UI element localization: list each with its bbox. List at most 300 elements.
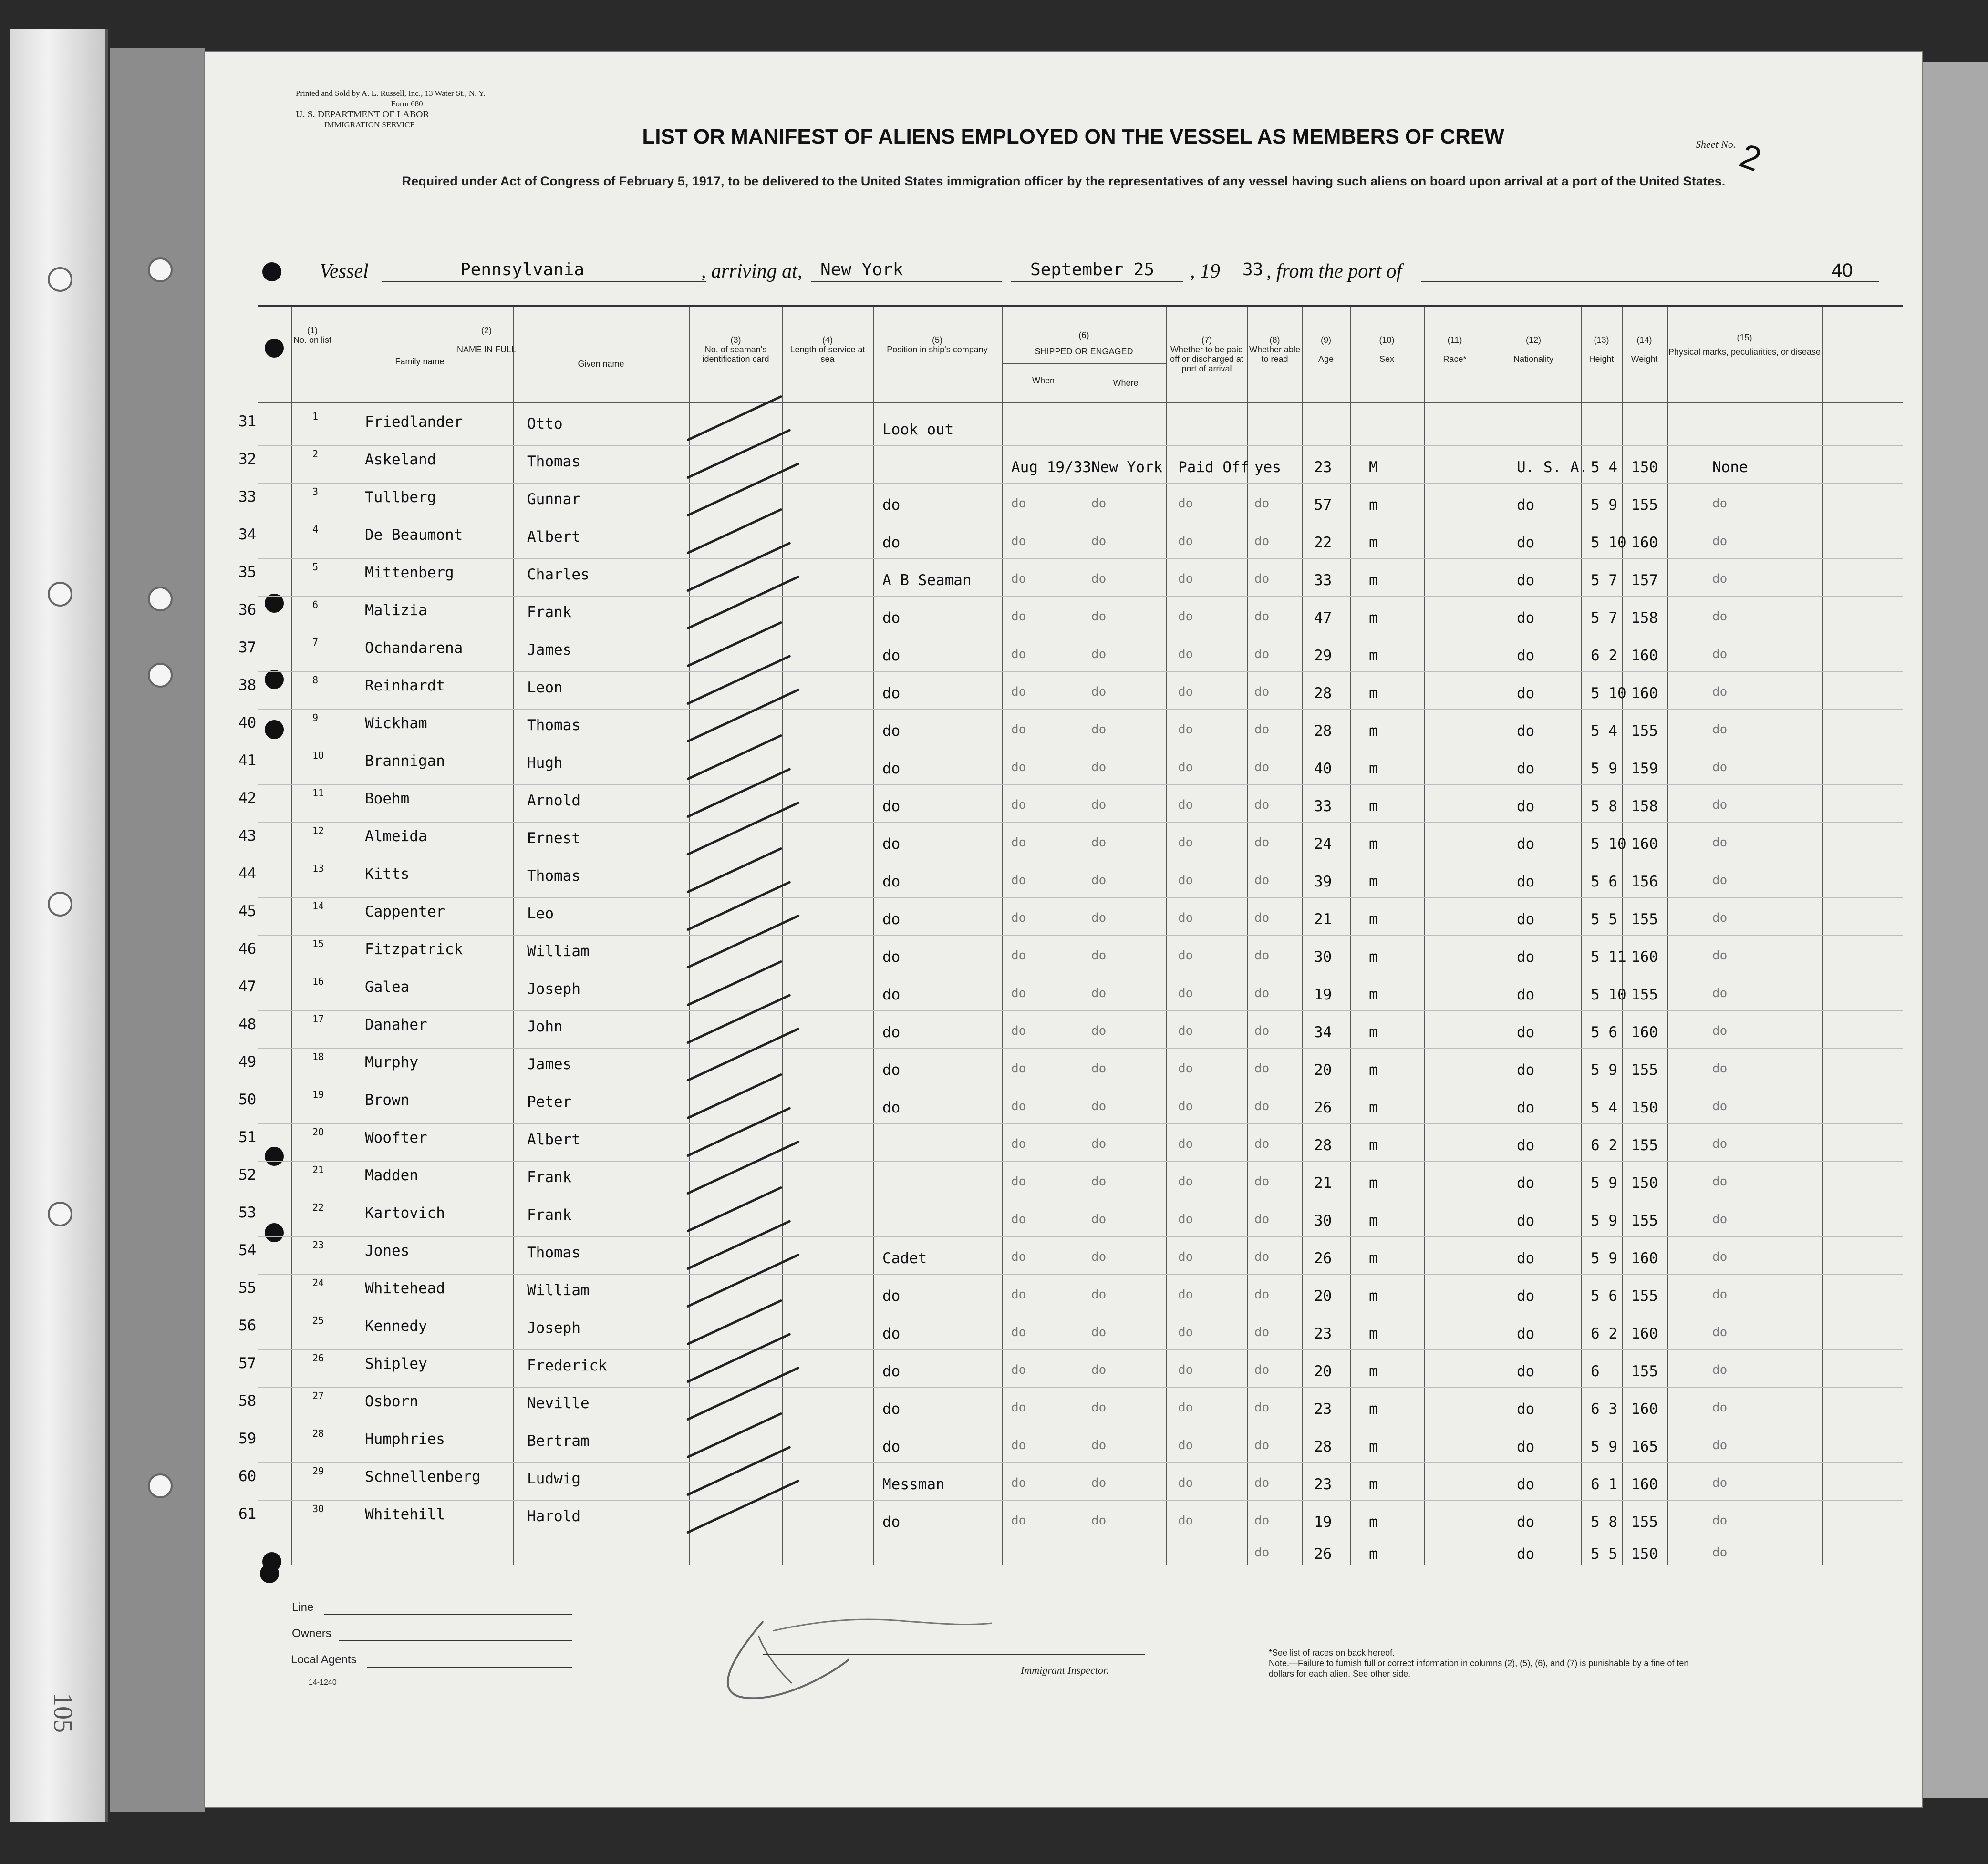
- cell-weight: 150: [1631, 1099, 1658, 1116]
- cell-height: 6 2: [1591, 1137, 1617, 1154]
- cell-line: 46: [238, 940, 257, 958]
- cell-nationality: do: [1517, 1212, 1535, 1229]
- cell-age: 29: [1314, 647, 1332, 664]
- cell-nationality: do: [1517, 1325, 1535, 1342]
- cell-no: 15: [312, 938, 324, 949]
- cell-weight: 160: [1631, 1250, 1658, 1267]
- cell-nationality: do: [1517, 1250, 1535, 1267]
- cell-marks: do: [1712, 835, 1728, 850]
- cell-given: Frank: [527, 1169, 572, 1186]
- cell-sex: m: [1369, 1061, 1378, 1079]
- cell-marks: do: [1712, 534, 1728, 548]
- cell-paid: do: [1178, 647, 1193, 661]
- cell-line: 59: [238, 1430, 257, 1447]
- cell-age: 40: [1314, 760, 1332, 777]
- cell-where: do: [1091, 1137, 1107, 1151]
- from-port-underline: [1421, 281, 1879, 282]
- col-divider: [1302, 307, 1303, 1565]
- cell-height: 6 1: [1591, 1476, 1617, 1493]
- cell-where: do: [1091, 948, 1107, 963]
- cell-marks: do: [1712, 1212, 1728, 1226]
- col5-number: (5): [932, 335, 942, 345]
- cell-line: 58: [238, 1392, 257, 1410]
- cell-given: John: [527, 1018, 563, 1035]
- col-divider: [1581, 307, 1582, 1565]
- department-name: U. S. DEPARTMENT OF LABOR: [296, 109, 429, 120]
- col3-header: [689, 335, 782, 364]
- cell-marks: do: [1712, 1024, 1728, 1038]
- cell-read: do: [1254, 873, 1270, 887]
- races-note: *See list of races on back hereof.: [1269, 1648, 1395, 1658]
- cell-position: do: [882, 1438, 901, 1455]
- cell-given: Frank: [527, 604, 572, 621]
- cell-no: 3: [312, 486, 319, 497]
- cell-marks: do: [1712, 647, 1728, 661]
- cell-given: Hugh: [527, 754, 563, 772]
- local-agents-label: Local Agents: [291, 1653, 357, 1666]
- cell-read: do: [1254, 534, 1270, 548]
- col15-header: [1667, 333, 1822, 357]
- cell-read: do: [1254, 1401, 1270, 1415]
- cell-weight: 160: [1631, 685, 1658, 702]
- punch-hole: [262, 262, 281, 281]
- cell-no: 1: [312, 411, 319, 422]
- cell-sex: m: [1369, 1401, 1378, 1418]
- cell-paid: do: [1178, 1024, 1193, 1038]
- col12-number: (12): [1525, 335, 1541, 345]
- check-mark: [686, 768, 791, 818]
- arriving-label: [701, 260, 803, 282]
- col3-number: (3): [730, 335, 741, 345]
- cell-marks: do: [1712, 722, 1728, 737]
- cell-sex: m: [1369, 1250, 1378, 1267]
- col4-number: (4): [822, 335, 833, 345]
- cell-sex: m: [1369, 1363, 1378, 1380]
- cell-marks: do: [1712, 1099, 1728, 1113]
- col4-header: [782, 335, 873, 364]
- col11-label: Race*: [1443, 354, 1467, 364]
- cell-family: Mittenberg: [365, 564, 454, 581]
- cell-paid: do: [1178, 572, 1193, 586]
- cell-given: Thomas: [527, 717, 580, 734]
- cell-no: 4: [312, 524, 319, 535]
- cell-paid: do: [1178, 1250, 1193, 1264]
- line-underline: [324, 1614, 572, 1615]
- col4-label: Length of service at sea: [790, 345, 865, 364]
- cell-position: A B Seaman: [882, 572, 972, 589]
- col6-label: SHIPPED OR ENGAGED: [1035, 347, 1133, 356]
- col1-header: [291, 326, 334, 345]
- cell-paid: do: [1178, 1287, 1193, 1302]
- agents-underline: [367, 1667, 572, 1668]
- cell-family: Schnellenberg: [365, 1468, 481, 1485]
- sheet-number-label: Sheet No.: [1696, 138, 1736, 150]
- cell-sex: m: [1369, 1325, 1378, 1342]
- cell-sex: m: [1369, 798, 1378, 815]
- cell-no: 17: [312, 1013, 324, 1025]
- cell-line: 40: [238, 714, 257, 731]
- cell-sex: m: [1369, 835, 1378, 853]
- cell-family: Osborn: [365, 1393, 418, 1410]
- table-row: [258, 1010, 1903, 1011]
- cell-paid: do: [1178, 1363, 1193, 1377]
- col15-number: (15): [1737, 333, 1752, 342]
- cell-when: do: [1011, 798, 1026, 812]
- cell-weight: 155: [1631, 1287, 1658, 1305]
- cell-weight: 158: [1631, 798, 1658, 815]
- cell-sex: m: [1369, 685, 1378, 702]
- cell-weight: 150: [1631, 1174, 1658, 1192]
- cell-sex: m: [1369, 572, 1378, 589]
- cell-position: Messman: [882, 1476, 945, 1493]
- cell-weight: 160: [1631, 534, 1658, 551]
- cell-height: 6 3: [1591, 1401, 1617, 1418]
- cell-age: 24: [1314, 835, 1332, 853]
- cell-height: 5 8: [1591, 798, 1617, 815]
- binder-strip: [10, 29, 108, 1822]
- check-mark: [686, 1446, 791, 1496]
- cell-height: 5 6: [1591, 1287, 1617, 1305]
- cell-paid: do: [1178, 760, 1193, 774]
- cell-age: 21: [1314, 1174, 1332, 1192]
- cell-line: 34: [238, 526, 257, 543]
- arriving-underline: [811, 281, 1002, 282]
- cell-nationality: do: [1517, 760, 1535, 777]
- cell-age: 26: [1314, 1099, 1332, 1116]
- cell-height: 6 2: [1591, 1325, 1617, 1342]
- cell-line: 51: [238, 1129, 257, 1146]
- col13-header: [1581, 335, 1622, 364]
- cell-read: do: [1254, 685, 1270, 699]
- cell-read: do: [1254, 1024, 1270, 1038]
- cell-line: 56: [238, 1317, 257, 1334]
- cell-family: Madden: [365, 1167, 418, 1184]
- cell-family: Fitzpatrick: [365, 941, 463, 958]
- cell-extra-nationality: do: [1517, 1545, 1535, 1563]
- cell-marks: do: [1712, 1287, 1728, 1302]
- cell-marks: do: [1712, 1250, 1728, 1264]
- cell-family: Cappenter: [365, 903, 445, 920]
- cell-read: yes: [1254, 459, 1281, 476]
- cell-height: 5 9: [1591, 1250, 1617, 1267]
- cell-nationality: do: [1517, 1287, 1535, 1305]
- cell-weight: 155: [1631, 496, 1658, 514]
- cell-paid: do: [1178, 609, 1193, 624]
- cell-sex: m: [1369, 1287, 1378, 1305]
- cell-where: New York: [1091, 459, 1163, 476]
- cell-position: do: [882, 948, 901, 966]
- cell-height: 5 7: [1591, 609, 1617, 627]
- cell-weight: 160: [1631, 1401, 1658, 1418]
- cell-weight: 155: [1631, 911, 1658, 928]
- cell-position: do: [882, 1363, 901, 1380]
- cell-sex: m: [1369, 911, 1378, 928]
- cell-age: 57: [1314, 496, 1332, 514]
- table-row: [258, 558, 1903, 559]
- table-row: [258, 671, 1903, 672]
- cell-line: 41: [238, 752, 257, 769]
- table-row: [258, 1462, 1903, 1463]
- cell-no: 6: [312, 599, 319, 610]
- cell-position: do: [882, 1061, 901, 1079]
- cell-weight: 150: [1631, 459, 1658, 476]
- cell-where: do: [1091, 1514, 1107, 1528]
- cell-read: do: [1254, 1099, 1270, 1113]
- cell-age: 28: [1314, 1438, 1332, 1455]
- cell-given: Albert: [527, 528, 580, 546]
- check-mark: [686, 508, 783, 555]
- cell-position: do: [882, 873, 901, 890]
- cell-read: do: [1254, 1476, 1270, 1490]
- cell-extra-weight: 150: [1631, 1545, 1658, 1563]
- check-mark: [686, 1299, 783, 1346]
- vessel-label-text: Vessel: [320, 260, 369, 282]
- cell-read: do: [1254, 1438, 1270, 1452]
- cell-height: 5 9: [1591, 1174, 1617, 1192]
- cell-sex: m: [1369, 1099, 1378, 1116]
- cell-age: 30: [1314, 1212, 1332, 1229]
- cell-marks: do: [1712, 1325, 1728, 1339]
- cell-when: do: [1011, 1212, 1026, 1226]
- cell-age: 28: [1314, 1137, 1332, 1154]
- cell-age: 30: [1314, 948, 1332, 966]
- cell-marks: do: [1712, 685, 1728, 699]
- cell-sex: m: [1369, 1212, 1378, 1229]
- table-row: [258, 1500, 1903, 1501]
- cell-age: 19: [1314, 986, 1332, 1003]
- form-number: Form 680: [391, 99, 423, 108]
- cell-nationality: do: [1517, 1476, 1535, 1493]
- check-mark: [686, 994, 791, 1044]
- cell-nationality: do: [1517, 609, 1535, 627]
- cell-height: 5 5: [1591, 911, 1617, 928]
- cell-line: 38: [238, 677, 257, 694]
- cell-no: 14: [312, 900, 324, 912]
- cell-position: do: [882, 1514, 901, 1531]
- cell-no: 22: [312, 1202, 324, 1213]
- cell-line: 55: [238, 1279, 257, 1297]
- cell-age: 19: [1314, 1514, 1332, 1531]
- cell-age: 21: [1314, 911, 1332, 928]
- cell-no: 12: [312, 825, 324, 836]
- manifest-table: [238, 305, 1903, 1565]
- cell-height: 5 4: [1591, 722, 1617, 740]
- year-prefix: [1190, 260, 1220, 282]
- cell-paid: do: [1178, 835, 1193, 850]
- inspector-underline: [763, 1654, 1145, 1655]
- cell-height: 5 10: [1591, 986, 1626, 1003]
- cell-family: Galea: [365, 978, 410, 996]
- cell-marks: None: [1712, 459, 1748, 476]
- check-mark: [686, 1412, 783, 1459]
- cell-where: do: [1091, 760, 1107, 774]
- col13-label: Height: [1589, 354, 1614, 364]
- cell-family: Whitehead: [365, 1280, 445, 1297]
- cell-height: 5 9: [1591, 1061, 1617, 1079]
- cell-nationality: do: [1517, 835, 1535, 853]
- arriving-label-text: , arriving at,: [701, 260, 803, 282]
- cell-no: 26: [312, 1352, 324, 1364]
- col12-label: Nationality: [1513, 354, 1554, 364]
- cell-read: do: [1254, 609, 1270, 624]
- cell-where: do: [1091, 1325, 1107, 1339]
- cell-sex: m: [1369, 647, 1378, 664]
- binder-ring-hole: [48, 892, 72, 917]
- table-row: [258, 822, 1903, 823]
- owners-underline: [339, 1640, 572, 1641]
- cell-nationality: do: [1517, 685, 1535, 702]
- cell-position: do: [882, 1099, 901, 1116]
- check-mark: [686, 429, 791, 479]
- cell-family: Boehm: [365, 790, 410, 807]
- cell-read: do: [1254, 986, 1270, 1000]
- col14-label: Weight: [1631, 354, 1658, 364]
- cell-age: 23: [1314, 1476, 1332, 1493]
- cell-where: do: [1091, 1250, 1107, 1264]
- cell-family: Malizia: [365, 602, 427, 619]
- cell-marks: do: [1712, 496, 1728, 511]
- cell-height: 5 11: [1591, 948, 1626, 966]
- cell-read: do: [1254, 911, 1270, 925]
- cell-read: do: [1254, 1137, 1270, 1151]
- cell-family: Almeida: [365, 828, 427, 845]
- cell-read: do: [1254, 948, 1270, 963]
- cell-sex: m: [1369, 1476, 1378, 1493]
- cell-no: 23: [312, 1239, 324, 1251]
- cell-when: do: [1011, 496, 1026, 511]
- col10-number: (10): [1379, 335, 1395, 345]
- cell-when: do: [1011, 1325, 1026, 1339]
- cell-sex: m: [1369, 760, 1378, 777]
- cell-when: do: [1011, 685, 1026, 699]
- check-mark: [686, 655, 791, 705]
- cell-weight: 155: [1631, 986, 1658, 1003]
- cell-paid: do: [1178, 1174, 1193, 1189]
- col-divider: [1622, 307, 1623, 1565]
- cell-age: 39: [1314, 873, 1332, 890]
- cell-family: Woofter: [365, 1129, 427, 1146]
- cell-when: do: [1011, 760, 1026, 774]
- cell-given: Albert: [527, 1131, 580, 1148]
- cell-given: Ernest: [527, 830, 580, 847]
- cell-position: do: [882, 1401, 901, 1418]
- cell-nationality: do: [1517, 1099, 1535, 1116]
- cell-no: 21: [312, 1164, 324, 1175]
- cell-line: 37: [238, 639, 257, 656]
- cell-line: 49: [238, 1053, 257, 1071]
- cell-age: 47: [1314, 609, 1332, 627]
- table-row: [258, 483, 1903, 484]
- cell-sex: m: [1369, 1137, 1378, 1154]
- arriving-port: New York: [820, 260, 903, 279]
- cell-age: 23: [1314, 1401, 1332, 1418]
- cell-read: do: [1254, 1363, 1270, 1377]
- cell-read: do: [1254, 1212, 1270, 1226]
- cell-where: do: [1091, 1099, 1107, 1113]
- table-row: [258, 784, 1903, 785]
- cell-nationality: do: [1517, 986, 1535, 1003]
- col-divider: [291, 307, 292, 1565]
- punch-hole: [260, 1564, 279, 1583]
- cell-marks: do: [1712, 609, 1728, 624]
- cell-when: do: [1011, 1363, 1026, 1377]
- cell-line: 33: [238, 488, 257, 505]
- cell-weight: 156: [1631, 873, 1658, 890]
- cell-paid: do: [1178, 911, 1193, 925]
- binder-ring-hole: [48, 582, 72, 607]
- table-row: [258, 1349, 1903, 1350]
- check-mark: [686, 881, 791, 931]
- cell-marks: do: [1712, 1476, 1728, 1490]
- cell-sex: m: [1369, 496, 1378, 514]
- cell-when: do: [1011, 948, 1026, 963]
- cell-sex: m: [1369, 1438, 1378, 1455]
- cell-given: Frank: [527, 1206, 572, 1224]
- footer-note: [1269, 1648, 1698, 1679]
- cell-line: 50: [238, 1091, 257, 1108]
- cell-position: do: [882, 1287, 901, 1305]
- cell-where: do: [1091, 835, 1107, 850]
- cell-given: Joseph: [527, 1319, 580, 1337]
- col5-header: [873, 335, 1002, 354]
- check-mark: [686, 847, 783, 894]
- cell-line: 53: [238, 1204, 257, 1221]
- cell-when: do: [1011, 1401, 1026, 1415]
- cell-nationality: do: [1517, 1363, 1535, 1380]
- cell-line: 43: [238, 827, 257, 844]
- cell-weight: 157: [1631, 572, 1658, 589]
- cell-weight: 155: [1631, 722, 1658, 740]
- page-title: LIST OR MANIFEST OF ALIENS EMPLOYED ON THE VESSEL AS MEMBERS OF CREW: [642, 125, 1504, 148]
- cell-family: Wickham: [365, 715, 427, 732]
- cell-height: 5 6: [1591, 873, 1617, 890]
- vessel-name: Pennsylvania: [460, 260, 585, 279]
- cell-paid: do: [1178, 1438, 1193, 1452]
- cell-line: 36: [238, 601, 257, 618]
- col8-header: [1247, 335, 1302, 364]
- binder-ring-hole: [148, 663, 173, 688]
- col-divider: [689, 307, 690, 1565]
- cell-extra-sex: m: [1369, 1545, 1378, 1563]
- printer-imprint: [296, 88, 485, 130]
- cell-when: do: [1011, 986, 1026, 1000]
- cell-marks: do: [1712, 1137, 1728, 1151]
- cell-given: James: [527, 1056, 572, 1073]
- cell-given: Thomas: [527, 867, 580, 885]
- cell-position: do: [882, 911, 901, 928]
- cell-position: do: [882, 685, 901, 702]
- line-label: Line: [292, 1601, 314, 1614]
- cell-nationality: do: [1517, 1137, 1535, 1154]
- cell-age: 33: [1314, 798, 1332, 815]
- cell-position: Look out: [882, 421, 954, 438]
- cell-given: Gunnar: [527, 491, 580, 508]
- cell-age: 34: [1314, 1024, 1332, 1041]
- col10-header: [1350, 335, 1424, 364]
- cell-read: do: [1254, 1061, 1270, 1076]
- cell-sex: m: [1369, 1024, 1378, 1041]
- cell-marks: do: [1712, 986, 1728, 1000]
- date-underline: [1011, 281, 1183, 282]
- cell-nationality: do: [1517, 647, 1535, 664]
- table-row: [258, 445, 1903, 446]
- cell-given: William: [527, 1282, 590, 1299]
- cell-where: do: [1091, 1476, 1107, 1490]
- cell-age: 28: [1314, 685, 1332, 702]
- cell-given: Joseph: [527, 980, 580, 998]
- col2-header: [334, 326, 639, 354]
- cell-line: 57: [238, 1355, 257, 1372]
